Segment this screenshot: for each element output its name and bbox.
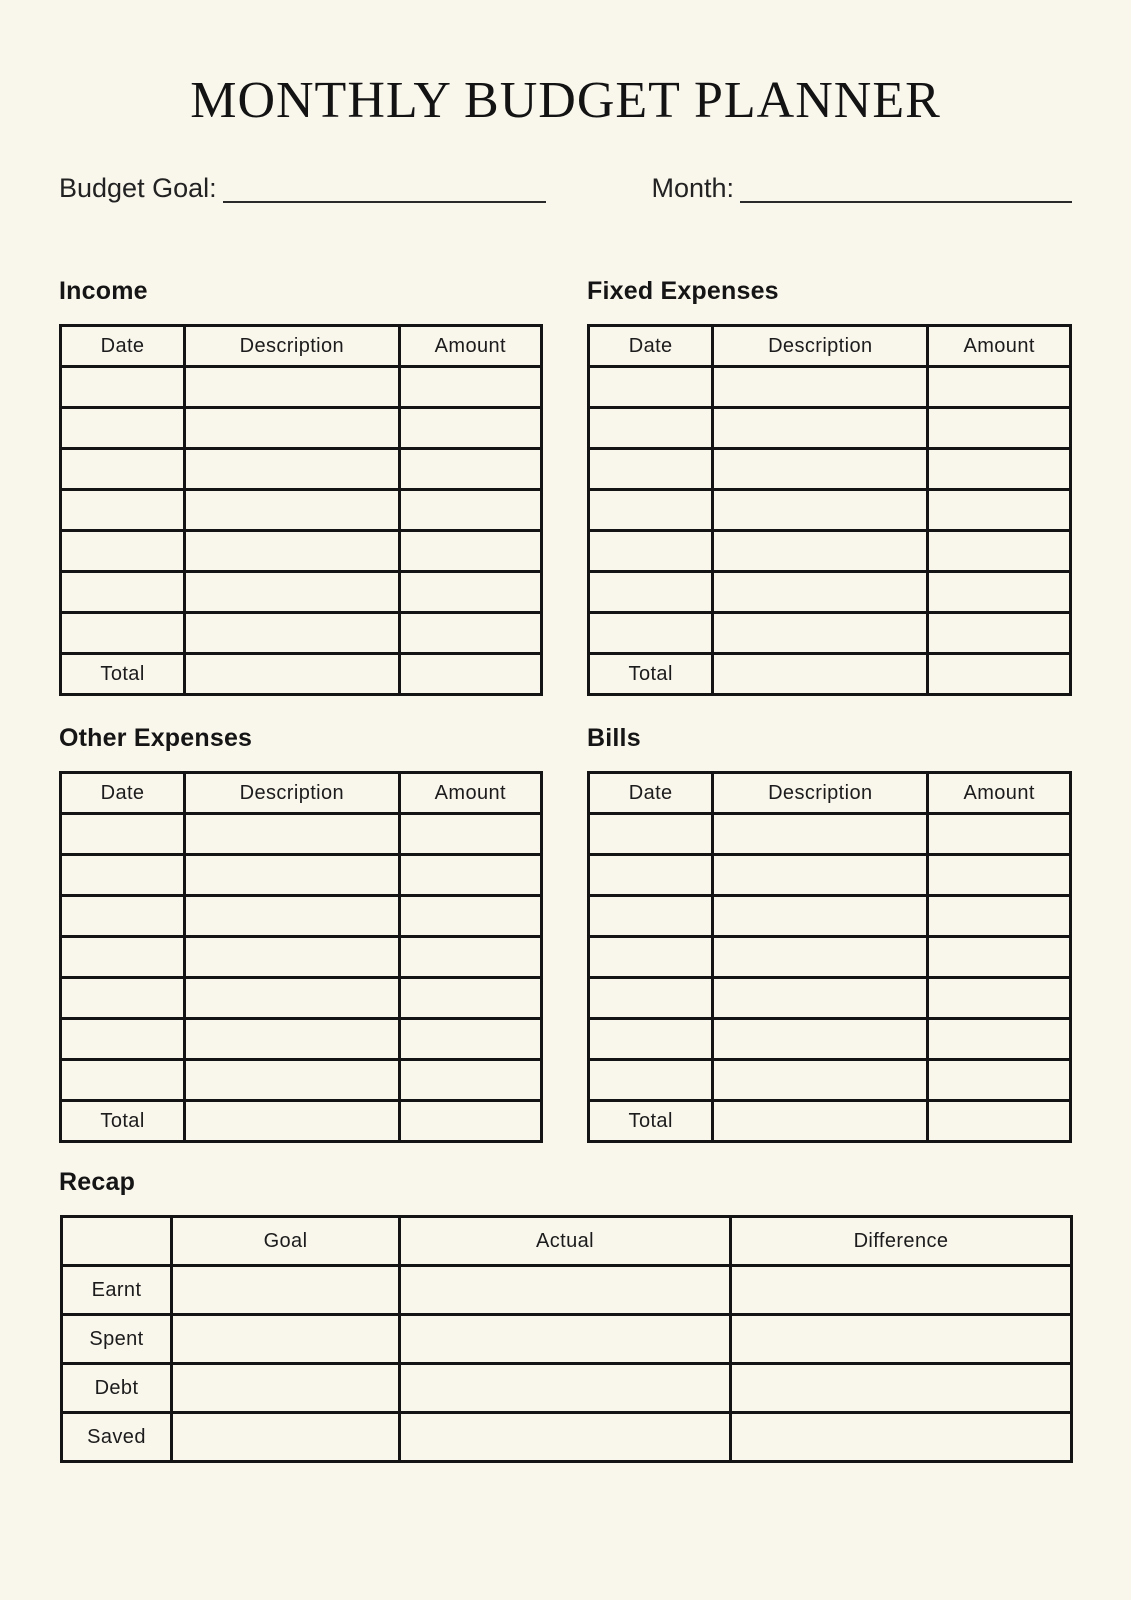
recap-row bbox=[62, 1413, 1072, 1462]
entry-cell-blank bbox=[589, 531, 713, 572]
entry-cell-blank bbox=[713, 1060, 928, 1101]
entry-cell-blank bbox=[589, 490, 713, 531]
entry-cell-blank bbox=[928, 937, 1071, 978]
section-fixed-expenses bbox=[587, 277, 1072, 696]
entry-cell-blank bbox=[185, 408, 400, 449]
recap-row-label: Saved bbox=[62, 1413, 172, 1462]
entry-cell-blank bbox=[185, 1019, 400, 1060]
entry-cell-blank bbox=[928, 896, 1071, 937]
entry-cell-blank bbox=[399, 896, 541, 937]
entry-cell-blank bbox=[589, 367, 713, 408]
entry-row-blank bbox=[61, 531, 542, 572]
entry-cell-blank bbox=[61, 531, 185, 572]
recap-column-actual: Actual bbox=[400, 1217, 731, 1266]
entry-row-blank bbox=[589, 937, 1071, 978]
entry-cell-blank bbox=[713, 978, 928, 1019]
entry-row-blank bbox=[589, 814, 1071, 855]
entry-cell-blank bbox=[589, 572, 713, 613]
month-blank-line bbox=[740, 199, 1072, 203]
entry-cell-blank bbox=[61, 572, 185, 613]
recap-row-label: Earnt bbox=[62, 1266, 172, 1315]
recap-cell-blank bbox=[400, 1413, 731, 1462]
entry-cell-blank bbox=[928, 855, 1071, 896]
entry-cell-blank bbox=[399, 572, 541, 613]
entry-cell-blank bbox=[713, 855, 928, 896]
entry-cell-blank bbox=[185, 855, 400, 896]
recap-cell-blank bbox=[400, 1266, 731, 1315]
entry-cell-blank bbox=[589, 1019, 713, 1060]
recap-cell-blank bbox=[400, 1364, 731, 1413]
entry-row-blank bbox=[61, 937, 542, 978]
entry-row-blank bbox=[61, 896, 542, 937]
entry-cell-blank bbox=[928, 613, 1071, 654]
entry-cell-blank bbox=[713, 408, 928, 449]
entry-row-blank bbox=[61, 408, 542, 449]
entry-cell-blank bbox=[185, 937, 400, 978]
entry-cell-blank bbox=[713, 896, 928, 937]
entry-row-blank bbox=[589, 490, 1071, 531]
entry-cell-blank bbox=[185, 613, 400, 654]
column-header-date: Date bbox=[589, 773, 713, 814]
total-amount-cell-blank bbox=[399, 654, 541, 695]
entry-header-row bbox=[589, 773, 1071, 814]
entry-cell-blank bbox=[61, 896, 185, 937]
entry-cell-blank bbox=[399, 490, 541, 531]
total-row bbox=[61, 654, 542, 695]
budget-goal-field bbox=[59, 175, 546, 203]
entry-cell-blank bbox=[589, 1060, 713, 1101]
income-table bbox=[59, 324, 543, 696]
entry-row-blank bbox=[589, 367, 1071, 408]
entry-cell-blank bbox=[61, 978, 185, 1019]
entry-cell-blank bbox=[399, 531, 541, 572]
entry-cell-blank bbox=[928, 1019, 1071, 1060]
recap-cell-blank bbox=[172, 1364, 400, 1413]
total-amount-cell-blank bbox=[928, 1101, 1071, 1142]
recap-cell-blank bbox=[172, 1266, 400, 1315]
entry-cell-blank bbox=[399, 367, 541, 408]
entry-row-blank bbox=[589, 613, 1071, 654]
column-header-description: Description bbox=[185, 773, 400, 814]
entry-cell-blank bbox=[61, 855, 185, 896]
recap-cell-blank bbox=[731, 1266, 1072, 1315]
entry-row-blank bbox=[61, 449, 542, 490]
entry-cell-blank bbox=[713, 572, 928, 613]
entry-row-blank bbox=[589, 531, 1071, 572]
entry-header-row bbox=[61, 773, 542, 814]
section-recap bbox=[59, 1168, 1072, 1463]
entry-row-blank bbox=[589, 1060, 1071, 1101]
total-label: Total bbox=[61, 1101, 185, 1142]
entry-cell-blank bbox=[928, 1060, 1071, 1101]
entry-cell-blank bbox=[589, 896, 713, 937]
entry-row-blank bbox=[61, 572, 542, 613]
recap-row bbox=[62, 1315, 1072, 1364]
section-bills bbox=[587, 724, 1072, 1143]
recap-column-goal: Goal bbox=[172, 1217, 400, 1266]
entry-cell-blank bbox=[928, 490, 1071, 531]
recap-cell-blank bbox=[731, 1413, 1072, 1462]
entry-row-blank bbox=[61, 613, 542, 654]
entry-row-blank bbox=[589, 449, 1071, 490]
section-other-expenses bbox=[59, 724, 543, 1143]
budget-goal-blank-line bbox=[223, 199, 547, 203]
entry-cell-blank bbox=[928, 572, 1071, 613]
entry-cell-blank bbox=[185, 490, 400, 531]
entry-cell-blank bbox=[185, 572, 400, 613]
recap-cell-blank bbox=[731, 1315, 1072, 1364]
column-header-description: Description bbox=[713, 326, 928, 367]
total-row bbox=[61, 1101, 542, 1142]
total-label: Total bbox=[589, 1101, 713, 1142]
entry-cell-blank bbox=[399, 855, 541, 896]
entry-cell-blank bbox=[713, 490, 928, 531]
entry-cell-blank bbox=[185, 1060, 400, 1101]
entry-row-blank bbox=[589, 1019, 1071, 1060]
fill-in-fields-row bbox=[59, 175, 1072, 203]
recap-row bbox=[62, 1364, 1072, 1413]
column-header-date: Date bbox=[61, 326, 185, 367]
entry-cell-blank bbox=[713, 367, 928, 408]
total-label: Total bbox=[61, 654, 185, 695]
entry-cell-blank bbox=[928, 449, 1071, 490]
budget-goal-label: Budget Goal: bbox=[59, 173, 217, 204]
recap-header-row bbox=[62, 1217, 1072, 1266]
entry-cell-blank bbox=[713, 814, 928, 855]
month-label: Month: bbox=[651, 173, 735, 204]
other-expenses-section-title: Other Expenses bbox=[59, 724, 253, 753]
column-header-amount: Amount bbox=[399, 326, 541, 367]
total-amount-cell-blank bbox=[928, 654, 1071, 695]
entry-row-blank bbox=[61, 855, 542, 896]
entry-cell-blank bbox=[61, 449, 185, 490]
recap-table bbox=[60, 1215, 1073, 1463]
column-header-description: Description bbox=[713, 773, 928, 814]
section-income bbox=[59, 277, 543, 696]
entry-cell-blank bbox=[589, 937, 713, 978]
entry-cell-blank bbox=[928, 814, 1071, 855]
other-expenses-table bbox=[59, 771, 543, 1143]
entry-cell-blank bbox=[713, 531, 928, 572]
column-header-amount: Amount bbox=[399, 773, 541, 814]
total-description-cell-blank bbox=[713, 1101, 928, 1142]
entry-row-blank bbox=[589, 978, 1071, 1019]
income-section-title: Income bbox=[59, 277, 148, 306]
entry-header-row bbox=[61, 326, 542, 367]
entry-cell-blank bbox=[185, 367, 400, 408]
entry-cell-blank bbox=[399, 937, 541, 978]
entry-row-blank bbox=[589, 572, 1071, 613]
fixed-expenses-section-title: Fixed Expenses bbox=[587, 277, 779, 306]
entry-row-blank bbox=[61, 367, 542, 408]
entry-cell-blank bbox=[61, 1019, 185, 1060]
entry-cell-blank bbox=[399, 408, 541, 449]
entry-cell-blank bbox=[713, 613, 928, 654]
recap-corner-cell-blank bbox=[62, 1217, 172, 1266]
recap-section-title: Recap bbox=[59, 1168, 136, 1197]
entry-row-blank bbox=[61, 1019, 542, 1060]
fixed-expenses-table bbox=[587, 324, 1072, 696]
entry-cell-blank bbox=[713, 1019, 928, 1060]
total-row bbox=[589, 1101, 1071, 1142]
entry-cell-blank bbox=[713, 937, 928, 978]
entry-cell-blank bbox=[61, 367, 185, 408]
entry-cell-blank bbox=[61, 490, 185, 531]
recap-row-label: Debt bbox=[62, 1364, 172, 1413]
entry-cell-blank bbox=[185, 814, 400, 855]
entry-cell-blank bbox=[928, 531, 1071, 572]
entry-cell-blank bbox=[399, 613, 541, 654]
entry-cell-blank bbox=[185, 978, 400, 1019]
entry-cell-blank bbox=[61, 937, 185, 978]
total-label: Total bbox=[589, 654, 713, 695]
bills-table bbox=[587, 771, 1072, 1143]
column-header-date: Date bbox=[61, 773, 185, 814]
column-header-amount: Amount bbox=[928, 326, 1071, 367]
entry-cell-blank bbox=[61, 814, 185, 855]
recap-cell-blank bbox=[400, 1315, 731, 1364]
entry-cell-blank bbox=[928, 978, 1071, 1019]
column-header-date: Date bbox=[589, 326, 713, 367]
month-field bbox=[651, 175, 1072, 203]
entry-cell-blank bbox=[589, 613, 713, 654]
total-amount-cell-blank bbox=[399, 1101, 541, 1142]
entry-cell-blank bbox=[589, 408, 713, 449]
entry-cell-blank bbox=[589, 855, 713, 896]
entry-cell-blank bbox=[399, 814, 541, 855]
entry-cell-blank bbox=[399, 978, 541, 1019]
entry-cell-blank bbox=[713, 449, 928, 490]
recap-cell-blank bbox=[172, 1315, 400, 1364]
entry-cell-blank bbox=[61, 408, 185, 449]
entry-cell-blank bbox=[399, 1019, 541, 1060]
total-description-cell-blank bbox=[713, 654, 928, 695]
entry-cell-blank bbox=[589, 978, 713, 1019]
recap-cell-blank bbox=[172, 1413, 400, 1462]
recap-row-label: Spent bbox=[62, 1315, 172, 1364]
entry-cell-blank bbox=[928, 367, 1071, 408]
entry-cell-blank bbox=[589, 449, 713, 490]
entry-cell-blank bbox=[928, 408, 1071, 449]
entry-cell-blank bbox=[399, 1060, 541, 1101]
total-row bbox=[589, 654, 1071, 695]
total-description-cell-blank bbox=[185, 1101, 400, 1142]
entry-cell-blank bbox=[61, 1060, 185, 1101]
entry-row-blank bbox=[589, 408, 1071, 449]
entry-row-blank bbox=[61, 490, 542, 531]
recap-column-difference: Difference bbox=[731, 1217, 1072, 1266]
column-header-amount: Amount bbox=[928, 773, 1071, 814]
entry-cell-blank bbox=[185, 531, 400, 572]
entry-row-blank bbox=[61, 1060, 542, 1101]
entry-cell-blank bbox=[589, 814, 713, 855]
recap-row bbox=[62, 1266, 1072, 1315]
entry-header-row bbox=[589, 326, 1071, 367]
entry-cell-blank bbox=[185, 449, 400, 490]
column-header-description: Description bbox=[185, 326, 400, 367]
entry-row-blank bbox=[61, 814, 542, 855]
entry-row-blank bbox=[61, 978, 542, 1019]
total-description-cell-blank bbox=[185, 654, 400, 695]
entry-cell-blank bbox=[399, 449, 541, 490]
entry-tables-grid bbox=[59, 277, 1072, 1143]
page-title: MONTHLY BUDGET PLANNER bbox=[190, 72, 941, 129]
recap-cell-blank bbox=[731, 1364, 1072, 1413]
entry-row-blank bbox=[589, 896, 1071, 937]
entry-row-blank bbox=[589, 855, 1071, 896]
bills-section-title: Bills bbox=[587, 724, 641, 753]
entry-cell-blank bbox=[61, 613, 185, 654]
entry-cell-blank bbox=[185, 896, 400, 937]
